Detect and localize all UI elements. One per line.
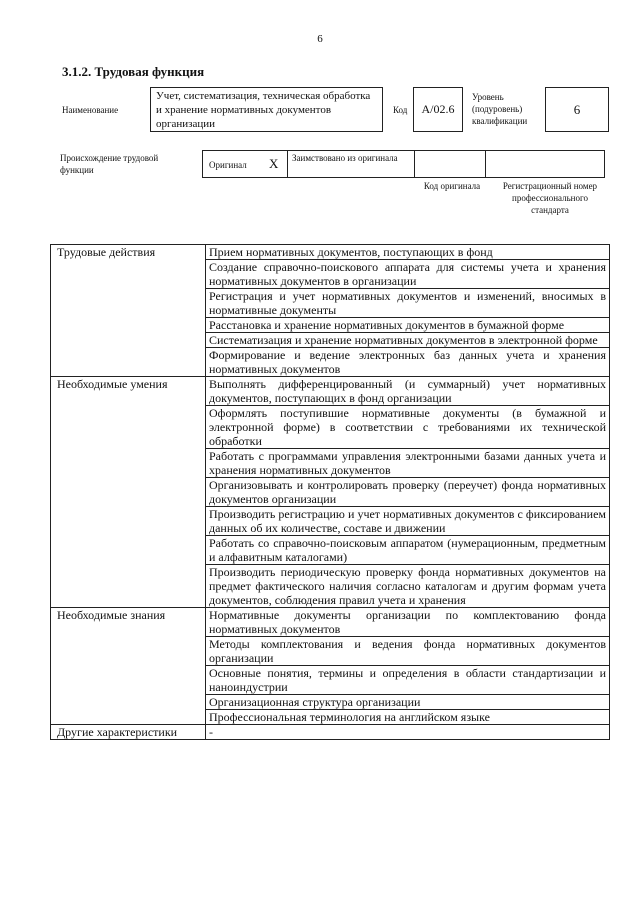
original-mark: X xyxy=(269,156,279,171)
origin-table xyxy=(202,150,607,178)
section-item: Производить регистрацию и учет нормативных документов с фиксированием данных об их количестве, составе и движении xyxy=(206,507,610,536)
section-item: Систематизация и хранение нормативных документов в электронной форме xyxy=(206,333,610,348)
table-row xyxy=(51,725,610,740)
table-row xyxy=(51,245,610,260)
section-item: Методы комплектования и ведения фонда нормативных документов организации xyxy=(206,637,610,666)
reg-number-cell xyxy=(485,150,605,178)
section-item: Работать со справочно-поисковым аппаратом (нумерационным, предметным и алфавитным каталогами) xyxy=(206,536,610,565)
level-label: Уровень (подуровень) квалификации xyxy=(472,92,528,126)
section-item: Организационная структура организации xyxy=(206,695,610,710)
reg-number-caption: Регистрационный номер профессионального стандарта xyxy=(502,181,598,215)
name-label: Наименование xyxy=(62,105,119,115)
section-item: Прием нормативных документов, поступающих в фонд xyxy=(206,245,610,260)
borrowed-label: Заимствовано из оригинала xyxy=(292,153,398,163)
section-item: Основные понятия, термины и определения в области стандартизации и наноиндустрии xyxy=(206,666,610,695)
section-item: Создание справочно-поискового аппарата для системы учета и хранения нормативных документов в организации xyxy=(206,260,610,289)
table-row xyxy=(51,377,610,406)
section-item: - xyxy=(206,725,610,740)
section-item: Организовывать и контролировать проверку (переучет) фонда нормативных документов организации xyxy=(206,478,610,507)
section-item: Выполнять дифференцированный (и суммарный) учет нормативных документов, поступающих в фонд организации xyxy=(206,377,610,406)
original-cell xyxy=(202,150,288,178)
code-original-caption: Код оригинала xyxy=(423,181,481,191)
code-original-cell xyxy=(414,150,486,178)
code-value-box: А/02.6 xyxy=(413,87,463,132)
section-item: Расстановка и хранение нормативных документов в бумажной форме xyxy=(206,318,610,333)
section-item: Регистрация и учет нормативных документов и изменений, вносимых в нормативные документы xyxy=(206,289,610,318)
code-label: Код xyxy=(393,105,408,115)
borrowed-cell xyxy=(287,150,415,178)
section-heading: Трудовые действия xyxy=(51,245,206,377)
table-row xyxy=(51,608,610,637)
section-item: Формирование и ведение электронных баз данных учета и хранения нормативных документов xyxy=(206,348,610,377)
section-item: Работать с программами управления электронными базами данных учета и хранения нормативных документов xyxy=(206,449,610,478)
section-heading: Необходимые знания xyxy=(51,608,206,725)
section-item: Оформлять поступившие нормативные документы (в бумажной и электронной форме) в соответствии с требованиями их технической обработки xyxy=(206,406,610,449)
level-value-box: 6 xyxy=(545,87,609,132)
name-value-box: Учет, систематизация, техническая обработка и хранение нормативных документов организации xyxy=(150,87,383,132)
section-heading: Другие характеристики xyxy=(51,725,206,740)
section-title: 3.1.2. Трудовая функция xyxy=(62,64,205,79)
labor-function-table xyxy=(50,244,610,740)
section-heading: Необходимые умения xyxy=(51,377,206,608)
section-item: Производить периодическую проверку фонда нормативных документов на предмет фактического наличия согласно каталогам и другим формам учета документов, соблюдения правил учета и хранения xyxy=(206,565,610,608)
original-label: Оригинал xyxy=(209,160,247,170)
section-item: Нормативные документы организации по комплектованию фонда нормативных документов xyxy=(206,608,610,637)
origin-label: Происхождение трудовой функции xyxy=(60,153,159,175)
page-number: 6 xyxy=(317,33,323,45)
section-item: Профессиональная терминология на английском языке xyxy=(206,710,610,725)
